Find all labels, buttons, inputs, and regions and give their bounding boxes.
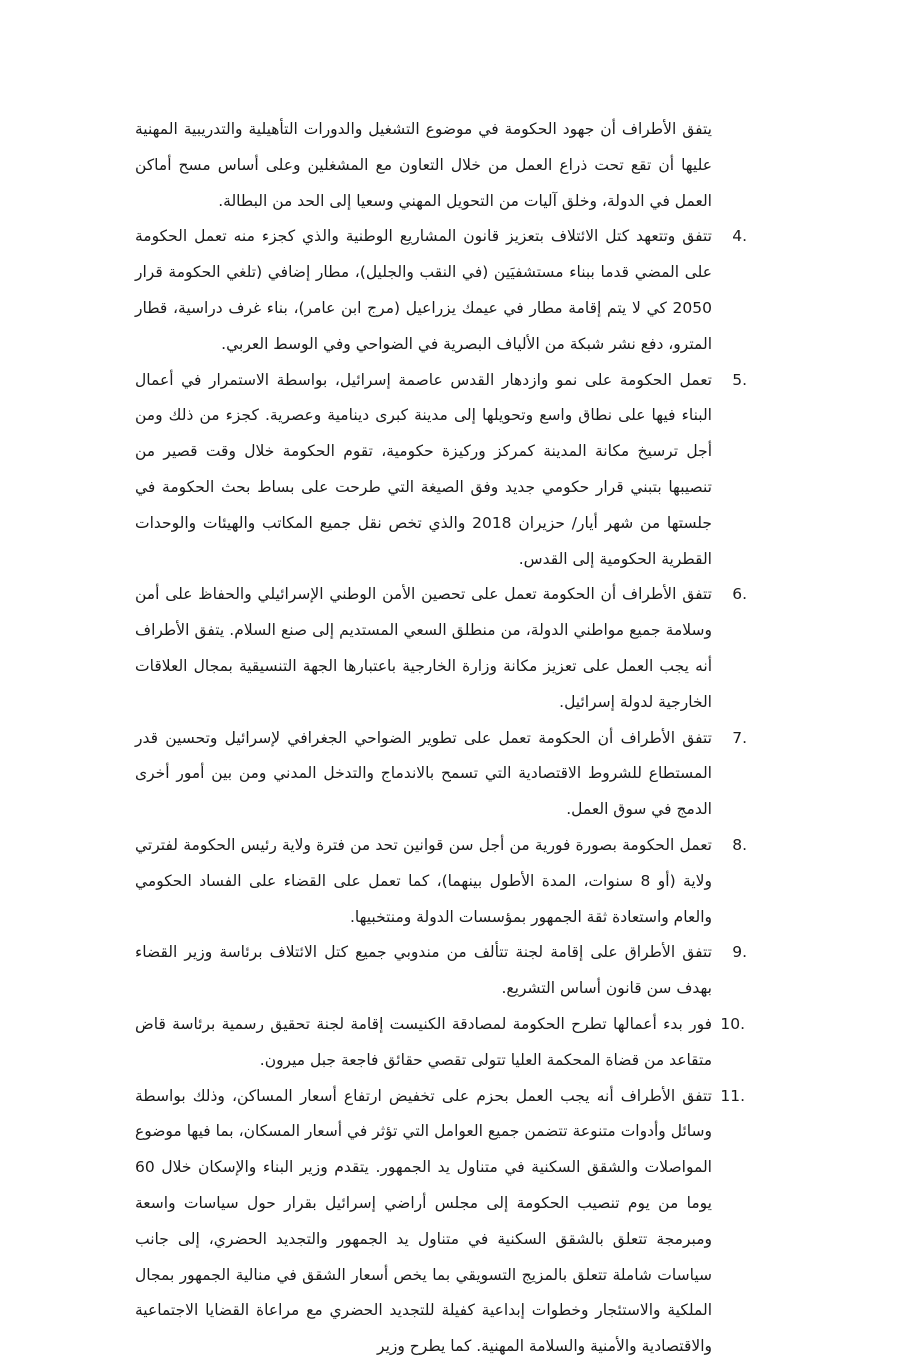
list-item-7	[135, 721, 767, 828]
list-item-9	[135, 935, 767, 1007]
item-text: تتفق الأطراق على إقامة لجنة تتألف من مندوبي جميع كتل الائتلاف برئاسة وزير القضاء بهدف سن قانون أساس التشريع.	[135, 943, 712, 998]
item-number: 5.	[732, 370, 747, 389]
intro-paragraph: يتفق الأطراف أن جهود الحكومة في موضوع التشغيل والدورات التأهيلية والتدريبية المهنية عليها أن تقع تحت ذراع العمل من خلال التعاون مع المشغلين وعلى أساس مسح أماكن العمل في الدولة، وخلق آليات من التحويل المهني وسعيا إلى الحد من البطالة.	[135, 120, 712, 210]
item-text: فور بدء أعمالها تطرح الحكومة لمصادقة الكنيست إقامة لجنة تحقيق رسمية برئاسة قاض متقاعد من قضاة المحكمة العليا تتولى تقصي حقائق فاجعة جبل ميرون.	[135, 1014, 712, 1069]
document-page	[135, 112, 767, 1365]
item-text: تتفق الأطراف أن الحكومة تعمل على تطوير الضواحي الجغرافي لإسرائيل وتحسين قدر المستطاع للشروط الاقتصادية التي تسمح بالاندماج والتدخل المدني ومن بين أمور أخرى الدمج في سوق العمل.	[135, 728, 712, 819]
item-text: تعمل الحكومة على نمو وازدهار القدس عاصمة إسرائيل، بواسطة الاستمرار في أعمال البناء فيها على نطاق واسع وتحويلها إلى مدينة كبرى دينامية وعصرية. كجزء من ذلك ومن أجل ترسيخ مكانة المدينة كمركز وركيزة حكومية، تقوم الحكومة خلال وقت قصير من تنصيبها بتبني قرار حكومي جديد وفق الصيغة التي طرحت على بساط بحث الحكومة في جلستها من شهر أيار/ حزيران 2018 والذي تخص نقل جميع المكاتب والهيئات والوحدات القطرية الحكومية إلى القدس.	[135, 370, 712, 568]
item-number: 8.	[732, 835, 747, 854]
item-number: 11.	[720, 1086, 745, 1105]
item-number: 7.	[732, 728, 747, 747]
list-item-11	[135, 1079, 767, 1365]
item-text: تتفق الأطراف أنه يجب العمل بحزم على تخفيض ارتفاع أسعار المساكن، وذلك بواسطة وسائل وأدوات متنوعة تتضمن جميع العوامل التي تؤثر في أسعار المسكان، بما فيها موضوع المواصلات والشقق السكنية في متناول يد الجمهور. يتقدم وزير البناء والإسكان خلال 60 يوما من يوم تنصيب الحكومة إلى مجلس أراضي إسرائيل بقرار حول سياسات واسعة ومبرمجة تتعلق بالشقق السكنية في متناول يد الجمهور والتجديد الحضري، إلى جانب سياسات شاملة تتعلق بالمزيج التسويقي بما يخص أسعار الشقق في منالية الجمهور بمجال الملكية والاستئجار وخطوات إبداعية كفيلة للتجديد الحضري مع مراعاة القضايا الاجتماعية والاقتصادية والأمنية والسلامة المهنية. كما يطرح وزير	[135, 1086, 712, 1356]
item-number: 9.	[732, 943, 747, 962]
list-item-4	[135, 219, 767, 362]
item-text: تتفق الأطراف أن الحكومة تعمل على تحصين الأمن الوطني الإسرائيلي والحفاظ على أمن وسلامة جميع مواطني الدولة، من منطلق السعي المستديم إلى صنع السلام. يتفق الأطراف أنه يجب العمل على تعزيز مكانة وزارة الخارجية باعتبارها الجهة التنسيقية بمجال العلاقات الخارجية لدولة إسرائيل.	[135, 585, 712, 711]
list-item-6	[135, 577, 767, 720]
item-number: 10.	[720, 1014, 745, 1033]
item-text: تعمل الحكومة بصورة فورية من أجل سن قوانين تحد من فترة ولاية رئيس الحكومة لفترتي ولاية (أو 8 سنوات، المدة الأطول بينهما)، كما تعمل على القضاء على الفساد الحكومي والعام واستعادة ثقة الجمهور بمؤسسات الدولة ومنتخبيها.	[135, 835, 712, 926]
list-item-10	[135, 1007, 767, 1079]
item-text: تتفق وتتعهد كتل الائتلاف بتعزيز قانون المشاريع الوطنية والذي كجزء منه تعمل الحكومة على المضي قدما ببناء مستشفيَين (في النقب والجليل)، مطار إضافي (تلغي الحكومة قرار 2050 كي لا يتم إقامة مطار في عيمك يزراعيل (مرج ابن عامر)، بناء غرف دراسية، قطار المترو، دفع نشر شبكة من الألياف البصرية في الضواحي وفي الوسط العربي.	[135, 227, 712, 353]
list-item-8	[135, 828, 767, 935]
numbered-list	[135, 219, 767, 1365]
item-number: 4.	[732, 227, 747, 246]
list-item-5	[135, 363, 767, 578]
item-number: 6.	[732, 585, 747, 604]
